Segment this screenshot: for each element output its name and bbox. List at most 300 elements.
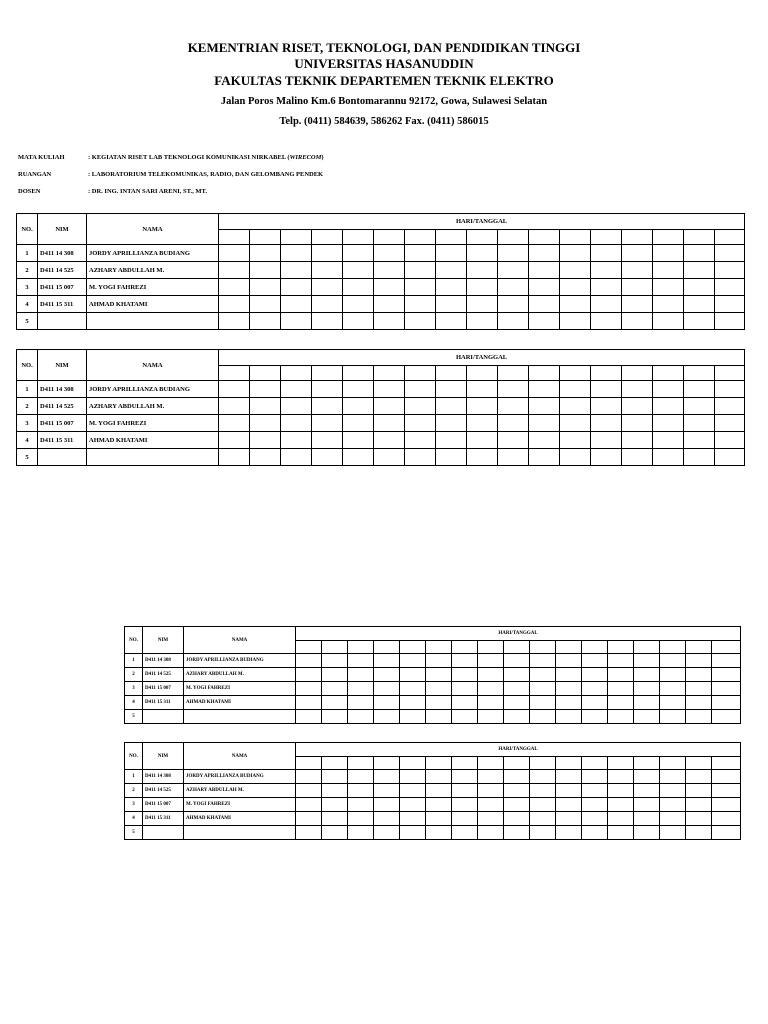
date-header-cell xyxy=(712,757,741,770)
date-header-cell xyxy=(684,230,715,245)
attendance-cell xyxy=(684,245,715,262)
attendance-cell xyxy=(715,415,745,432)
letterhead xyxy=(0,40,768,132)
attendance-cell xyxy=(296,668,322,682)
attendance-cell xyxy=(281,398,312,415)
table-row xyxy=(17,449,745,466)
attendance-cell xyxy=(556,654,582,668)
attendance-cell xyxy=(556,668,582,682)
attendance-cell xyxy=(374,432,405,449)
header-date: HARI/TANGGAL xyxy=(296,743,741,757)
attendance-cell xyxy=(452,668,478,682)
date-header-cell xyxy=(530,641,556,654)
row-no: 5 xyxy=(17,449,38,466)
attendance-cell xyxy=(556,696,582,710)
attendance-cell xyxy=(426,668,452,682)
row-nama: AZHARY ABDULLAH M. xyxy=(87,262,219,279)
attendance-cell xyxy=(467,296,498,313)
row-nim: D411 15 007 xyxy=(143,798,184,812)
attendance-cell xyxy=(467,279,498,296)
attendance-cell xyxy=(560,398,591,415)
attendance-cell xyxy=(715,432,745,449)
date-header-cell xyxy=(530,757,556,770)
attendance-cell xyxy=(322,812,348,826)
attendance-cell xyxy=(622,296,653,313)
date-header-cell xyxy=(504,641,530,654)
attendance-cell xyxy=(653,381,684,398)
attendance-cell xyxy=(634,826,660,840)
attendance-cell xyxy=(436,296,467,313)
header-no: NO. xyxy=(17,350,38,381)
row-nim xyxy=(143,710,184,724)
attendance-cell xyxy=(250,313,281,330)
attendance-cell xyxy=(478,826,504,840)
row-no: 1 xyxy=(125,654,143,668)
attendance-cell xyxy=(530,682,556,696)
row-nama xyxy=(87,449,219,466)
attendance-cell xyxy=(529,313,560,330)
attendance-cell xyxy=(374,296,405,313)
attendance-cell xyxy=(560,296,591,313)
row-no: 4 xyxy=(17,296,38,313)
attendance-cell xyxy=(322,826,348,840)
row-nama: M. YOGI FAHREZI xyxy=(87,279,219,296)
date-header-cell xyxy=(322,757,348,770)
attendance-cell xyxy=(322,784,348,798)
row-nim xyxy=(38,449,87,466)
attendance-cell xyxy=(436,279,467,296)
attendance-cell xyxy=(281,296,312,313)
attendance-cell xyxy=(653,415,684,432)
attendance-cell xyxy=(608,710,634,724)
row-nim: D411 15 007 xyxy=(143,682,184,696)
attendance-cell xyxy=(686,770,712,784)
attendance-cell xyxy=(653,432,684,449)
attendance-cell xyxy=(529,381,560,398)
attendance-cell xyxy=(529,279,560,296)
date-header-cell xyxy=(374,641,400,654)
attendance-cell xyxy=(712,798,741,812)
attendance-cell xyxy=(452,784,478,798)
attendance-cell xyxy=(660,812,686,826)
attendance-cell xyxy=(653,245,684,262)
row-nama: AHMAD KHATAMI xyxy=(87,432,219,449)
attendance-cell xyxy=(504,682,530,696)
attendance-cell xyxy=(374,245,405,262)
table-row xyxy=(17,296,745,313)
attendance-cell xyxy=(686,710,712,724)
table-row xyxy=(125,710,741,724)
header-no: NO. xyxy=(125,627,143,654)
attendance-cell xyxy=(712,682,741,696)
attendance-cell xyxy=(436,313,467,330)
attendance-cell xyxy=(374,262,405,279)
header-nama: NAMA xyxy=(87,214,219,245)
attendance-cell xyxy=(452,654,478,668)
attendance-cell xyxy=(498,245,529,262)
attendance-cell xyxy=(556,826,582,840)
attendance-cell xyxy=(467,262,498,279)
attendance-cell xyxy=(400,798,426,812)
attendance-cell xyxy=(530,770,556,784)
date-header-cell xyxy=(405,230,436,245)
attendance-cell xyxy=(530,812,556,826)
attendance-cell xyxy=(478,770,504,784)
attendance-cell xyxy=(400,668,426,682)
attendance-cell xyxy=(467,415,498,432)
attendance-cell xyxy=(452,682,478,696)
attendance-cell xyxy=(622,279,653,296)
attendance-cell xyxy=(529,432,560,449)
attendance-cell xyxy=(622,381,653,398)
attendance-cell xyxy=(296,770,322,784)
attendance-cell xyxy=(529,449,560,466)
row-no: 1 xyxy=(17,245,38,262)
attendance-cell xyxy=(436,262,467,279)
attendance-cell xyxy=(622,449,653,466)
attendance-cell xyxy=(296,696,322,710)
attendance-cell xyxy=(591,262,622,279)
date-header-cell xyxy=(684,366,715,381)
attendance-cell xyxy=(219,296,250,313)
attendance-cell xyxy=(250,262,281,279)
date-header-cell xyxy=(312,366,343,381)
table-row xyxy=(17,415,745,432)
row-no: 2 xyxy=(17,262,38,279)
attendance-cell xyxy=(374,770,400,784)
attendance-cell xyxy=(608,682,634,696)
address-line: Jalan Poros Malino Km.6 Bontomarannu 92172, Gowa, Sulawesi Selatan xyxy=(220,96,548,107)
phone-line: Telp. (0411) 584639, 586262 Fax. (0411) 586015 xyxy=(279,116,489,127)
attendance-cell xyxy=(608,784,634,798)
attendance-cell xyxy=(582,654,608,668)
attendance-cell xyxy=(591,449,622,466)
row-no: 3 xyxy=(17,279,38,296)
attendance-cell xyxy=(634,668,660,682)
attendance-cell xyxy=(400,826,426,840)
attendance-cell xyxy=(478,654,504,668)
attendance-cell xyxy=(343,262,374,279)
row-nama xyxy=(87,313,219,330)
date-header-cell xyxy=(529,230,560,245)
date-header-cell xyxy=(660,641,686,654)
room-label: RUANGAN xyxy=(18,171,52,178)
attendance-cell xyxy=(281,381,312,398)
date-header-cell xyxy=(504,757,530,770)
attendance-cell xyxy=(312,279,343,296)
date-header-cell xyxy=(560,230,591,245)
course-label: MATA KULIAH xyxy=(18,154,65,161)
row-nama: M. YOGI FAHREZI xyxy=(184,798,296,812)
row-nim: D411 14 525 xyxy=(38,398,87,415)
header-nim: NIM xyxy=(38,350,87,381)
attendance-cell xyxy=(343,449,374,466)
attendance-cell xyxy=(686,682,712,696)
table-row xyxy=(17,279,745,296)
attendance-cell xyxy=(281,415,312,432)
row-nama xyxy=(184,710,296,724)
attendance-cell xyxy=(374,381,405,398)
date-header-cell xyxy=(622,230,653,245)
attendance-cell xyxy=(498,279,529,296)
attendance-cell xyxy=(436,432,467,449)
attendance-cell xyxy=(560,432,591,449)
attendance-cell xyxy=(348,826,374,840)
attendance-cell xyxy=(322,696,348,710)
attendance-cell xyxy=(250,415,281,432)
attendance-cell xyxy=(374,654,400,668)
attendance-cell xyxy=(715,245,745,262)
attendance-cell xyxy=(608,654,634,668)
attendance-cell xyxy=(343,245,374,262)
attendance-cell xyxy=(343,381,374,398)
attendance-cell xyxy=(653,262,684,279)
attendance-cell xyxy=(348,682,374,696)
attendance-cell xyxy=(426,770,452,784)
attendance-cell xyxy=(219,415,250,432)
attendance-cell xyxy=(530,710,556,724)
attendance-cell xyxy=(343,415,374,432)
row-nama xyxy=(184,826,296,840)
attendance-cell xyxy=(622,415,653,432)
attendance-cell xyxy=(608,696,634,710)
attendance-cell xyxy=(348,798,374,812)
table-row xyxy=(17,245,745,262)
attendance-cell xyxy=(591,296,622,313)
attendance-cell xyxy=(452,798,478,812)
attendance-cell xyxy=(634,812,660,826)
attendance-table xyxy=(16,213,745,330)
table-row xyxy=(17,398,745,415)
attendance-cell xyxy=(608,826,634,840)
row-nim: D411 15 007 xyxy=(38,415,87,432)
attendance-cell xyxy=(498,432,529,449)
attendance-cell xyxy=(322,798,348,812)
date-header-cell xyxy=(348,641,374,654)
university-title: UNIVERSITAS HASANUDDIN xyxy=(294,56,474,71)
attendance-cell xyxy=(312,449,343,466)
attendance-cell xyxy=(498,313,529,330)
course-value: : KEGIATAN RISET LAB TEKNOLOGI KOMUNIKASI NIRKABEL (WIRECOM) xyxy=(88,154,324,161)
attendance-cell xyxy=(426,826,452,840)
attendance-cell xyxy=(467,449,498,466)
attendance-cell xyxy=(478,812,504,826)
date-header-cell xyxy=(634,641,660,654)
date-header-cell xyxy=(312,230,343,245)
attendance-cell xyxy=(634,784,660,798)
attendance-cell xyxy=(560,415,591,432)
date-header-cell xyxy=(436,366,467,381)
attendance-cell xyxy=(715,313,745,330)
date-header-cell xyxy=(582,757,608,770)
attendance-cell xyxy=(715,296,745,313)
attendance-cell xyxy=(348,812,374,826)
attendance-cell xyxy=(219,449,250,466)
row-nim: D411 14 308 xyxy=(38,245,87,262)
attendance-cell xyxy=(608,770,634,784)
date-header-cell xyxy=(498,230,529,245)
date-header-cell xyxy=(660,757,686,770)
attendance-cell xyxy=(436,398,467,415)
header-date: HARI/TANGGAL xyxy=(219,214,745,230)
attendance-cell xyxy=(622,245,653,262)
row-nim: D411 15 311 xyxy=(143,696,184,710)
row-nim xyxy=(143,826,184,840)
date-header-cell xyxy=(250,230,281,245)
date-header-cell xyxy=(498,366,529,381)
attendance-cell xyxy=(653,449,684,466)
table-row xyxy=(125,682,741,696)
attendance-cell xyxy=(504,710,530,724)
attendance-cell xyxy=(504,798,530,812)
attendance-cell xyxy=(452,710,478,724)
attendance-cell xyxy=(556,682,582,696)
date-header-cell xyxy=(634,757,660,770)
row-nama: JORDY APRILLIANZA BUDIANG xyxy=(184,654,296,668)
attendance-cell xyxy=(426,696,452,710)
date-header-cell xyxy=(374,366,405,381)
attendance-cell xyxy=(452,812,478,826)
table-row xyxy=(17,432,745,449)
row-nama: M. YOGI FAHREZI xyxy=(184,682,296,696)
row-nim: D411 14 525 xyxy=(143,784,184,798)
date-header-cell xyxy=(281,366,312,381)
attendance-cell xyxy=(591,432,622,449)
attendance-cell xyxy=(426,682,452,696)
attendance-table xyxy=(124,742,741,840)
date-header-cell xyxy=(591,230,622,245)
attendance-cell xyxy=(250,296,281,313)
attendance-cell xyxy=(660,682,686,696)
attendance-cell xyxy=(374,696,400,710)
attendance-cell xyxy=(312,432,343,449)
attendance-cell xyxy=(405,381,436,398)
row-nim: D411 15 311 xyxy=(143,812,184,826)
attendance-cell xyxy=(467,381,498,398)
row-nim xyxy=(38,313,87,330)
attendance-cell xyxy=(478,710,504,724)
attendance-cell xyxy=(504,826,530,840)
row-nama: JORDY APRILLIANZA BUDIANG xyxy=(87,245,219,262)
attendance-cell xyxy=(622,313,653,330)
attendance-cell xyxy=(219,398,250,415)
row-nim: D411 14 525 xyxy=(143,668,184,682)
attendance-cell xyxy=(405,279,436,296)
lecturer-row xyxy=(18,183,324,200)
attendance-cell xyxy=(478,798,504,812)
attendance-cell xyxy=(498,415,529,432)
attendance-cell xyxy=(560,245,591,262)
table-row xyxy=(125,654,741,668)
attendance-cell xyxy=(250,432,281,449)
row-no: 5 xyxy=(17,313,38,330)
attendance-cell xyxy=(608,798,634,812)
date-header-cell xyxy=(296,641,322,654)
attendance-cell xyxy=(660,826,686,840)
date-header-cell xyxy=(608,757,634,770)
attendance-cell xyxy=(296,826,322,840)
row-nim: D411 14 308 xyxy=(38,381,87,398)
header-nim: NIM xyxy=(143,743,184,770)
attendance-cell xyxy=(348,710,374,724)
date-header-cell xyxy=(374,757,400,770)
table-row xyxy=(125,668,741,682)
attendance-cell xyxy=(686,798,712,812)
attendance-cell xyxy=(405,313,436,330)
attendance-cell xyxy=(400,710,426,724)
attendance-cell xyxy=(556,770,582,784)
attendance-cell xyxy=(712,696,741,710)
attendance-cell xyxy=(634,696,660,710)
attendance-cell xyxy=(591,381,622,398)
row-nama: AHMAD KHATAMI xyxy=(87,296,219,313)
attendance-cell xyxy=(591,245,622,262)
row-no: 2 xyxy=(125,668,143,682)
row-nim: D411 15 007 xyxy=(38,279,87,296)
header-no: NO. xyxy=(17,214,38,245)
attendance-cell xyxy=(400,812,426,826)
attendance-cell xyxy=(436,449,467,466)
attendance-cell xyxy=(405,262,436,279)
attendance-cell xyxy=(343,398,374,415)
date-header-cell xyxy=(343,230,374,245)
attendance-cell xyxy=(504,784,530,798)
attendance-cell xyxy=(582,696,608,710)
attendance-cell xyxy=(436,245,467,262)
attendance-cell xyxy=(686,784,712,798)
attendance-cell xyxy=(712,826,741,840)
date-header-cell xyxy=(296,757,322,770)
attendance-cell xyxy=(343,313,374,330)
attendance-cell xyxy=(591,398,622,415)
attendance-cell xyxy=(452,696,478,710)
attendance-cell xyxy=(374,313,405,330)
date-header-cell xyxy=(426,757,452,770)
attendance-cell xyxy=(250,279,281,296)
attendance-cell xyxy=(591,313,622,330)
attendance-cell xyxy=(426,710,452,724)
header-nama: NAMA xyxy=(184,627,296,654)
attendance-cell xyxy=(348,770,374,784)
attendance-cell xyxy=(684,262,715,279)
attendance-cell xyxy=(296,682,322,696)
row-nim: D411 14 525 xyxy=(38,262,87,279)
date-header-cell xyxy=(436,230,467,245)
row-no: 2 xyxy=(125,784,143,798)
date-header-cell xyxy=(582,641,608,654)
attendance-cell xyxy=(660,784,686,798)
attendance-cell xyxy=(219,279,250,296)
date-header-cell xyxy=(560,366,591,381)
attendance-cell xyxy=(322,668,348,682)
attendance-cell xyxy=(684,296,715,313)
attendance-cell xyxy=(582,770,608,784)
row-no: 2 xyxy=(17,398,38,415)
attendance-cell xyxy=(478,784,504,798)
attendance-cell xyxy=(405,432,436,449)
attendance-cell xyxy=(591,279,622,296)
attendance-cell xyxy=(343,296,374,313)
attendance-cell xyxy=(498,449,529,466)
attendance-cell xyxy=(608,812,634,826)
row-no: 4 xyxy=(17,432,38,449)
table-row xyxy=(125,770,741,784)
attendance-cell xyxy=(529,262,560,279)
attendance-cell xyxy=(400,654,426,668)
date-header-cell xyxy=(452,757,478,770)
table-row xyxy=(125,798,741,812)
row-nim: D411 15 311 xyxy=(38,432,87,449)
